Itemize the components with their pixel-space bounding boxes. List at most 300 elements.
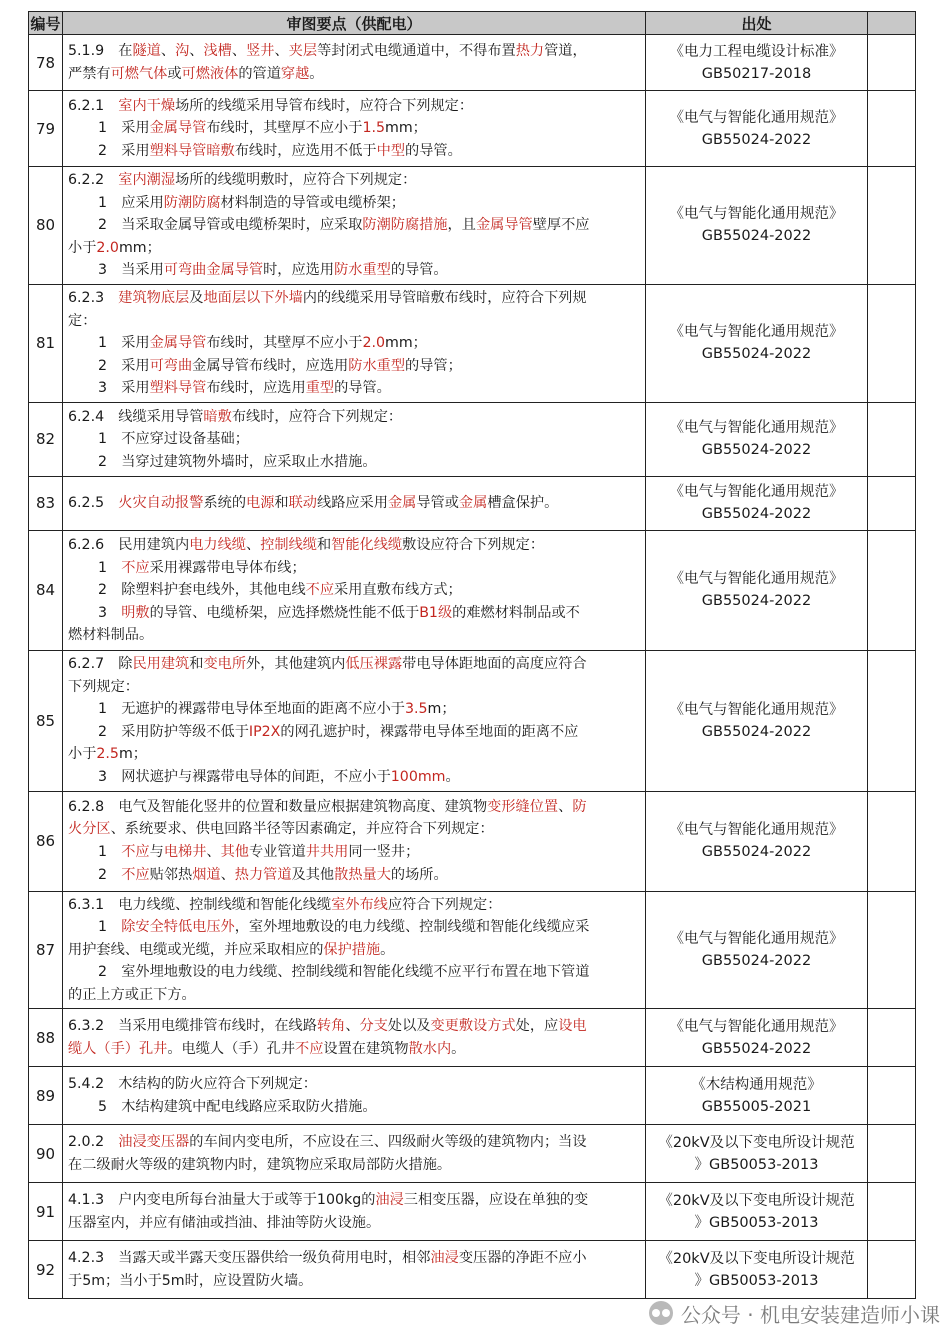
- table-row: [29, 1067, 916, 1125]
- body-text: 1 无遮护的裸露带电导体至地面的距离不应小于: [98, 701, 405, 718]
- row-number: 83: [29, 476, 63, 530]
- content-line: [68, 140, 642, 163]
- body-text: 壁厚不应: [532, 217, 590, 234]
- content-line: [68, 653, 642, 676]
- highlight-text: 室外布线: [331, 896, 388, 913]
- highlight-text: 室内潮湿: [118, 172, 176, 188]
- content-line: [68, 916, 642, 939]
- body-text: 布线时，应选用不低于: [234, 142, 377, 159]
- body-text: 的难燃材料制品或不: [452, 604, 580, 621]
- header-row: [29, 12, 916, 35]
- body-text: 专业管道: [248, 844, 306, 860]
- body-text: 外，其他建筑内: [246, 655, 346, 672]
- content-line: [68, 287, 642, 310]
- highlight-text: 金属导管: [149, 335, 207, 352]
- source-title: 《电气与智能化通用规范》: [669, 701, 844, 718]
- body-text: 和: [274, 495, 289, 512]
- table-row: [29, 891, 916, 1009]
- body-text: 。电缆人（手）孔井: [167, 1040, 296, 1057]
- row-blank-cell: [868, 1183, 916, 1241]
- row-blank-cell: [868, 167, 916, 285]
- row-source: [646, 1241, 868, 1299]
- content-line: [68, 63, 642, 86]
- content-line: [68, 1096, 642, 1119]
- row-blank-cell: [868, 284, 916, 402]
- table-row: [29, 530, 916, 650]
- body-text: mm；: [385, 335, 427, 352]
- table-row: [29, 167, 916, 285]
- body-text: 布线时，应符合下列规定：: [231, 408, 403, 425]
- source-title: 《电气与智能化通用规范》: [669, 420, 844, 437]
- highlight-text: 变形缝位置: [487, 798, 559, 815]
- content-line: [68, 492, 642, 515]
- content-line: [68, 766, 642, 789]
- content-line: [68, 894, 642, 917]
- highlight-text: 防潮防腐: [163, 194, 221, 211]
- highlight-text: B1级: [419, 604, 453, 621]
- highlight-text: 浅槽: [203, 42, 232, 59]
- body-text: 6.2.5: [68, 495, 119, 512]
- body-text: 槽盒保护。: [487, 495, 559, 512]
- body-text: 处，应: [515, 1018, 559, 1035]
- body-text: 和: [316, 536, 332, 553]
- table-row: [29, 791, 916, 891]
- wechat-icon: [649, 1301, 673, 1325]
- content-line: [68, 743, 642, 766]
- highlight-text: 热力管道: [234, 866, 292, 883]
- highlight-text: 2.0: [362, 335, 386, 352]
- body-text: 的正上方或正下方。: [68, 986, 196, 1003]
- highlight-text: 油浸: [430, 1250, 459, 1267]
- row-source: [646, 35, 868, 91]
- review-table: [28, 11, 916, 1299]
- row-source: [646, 530, 868, 650]
- row-number: 85: [29, 650, 63, 791]
- row-content: [63, 35, 646, 91]
- highlight-text: 穿越: [280, 65, 310, 82]
- body-text: 小于: [68, 239, 97, 256]
- source-code: 》GB50053-2013: [694, 1156, 819, 1173]
- content-line: [68, 579, 642, 602]
- body-text: 用护套线、电缆或光缆，并应采取相应的: [68, 941, 324, 958]
- highlight-text: 金属: [387, 495, 417, 512]
- content-line: [68, 214, 642, 237]
- highlight-text: 防潮防腐措施: [362, 217, 448, 234]
- body-text: 、: [206, 844, 221, 860]
- body-text: ，室外埋地敷设的电力线缆、控制线缆和智能化线缆应采: [234, 919, 590, 936]
- highlight-text: 塑料导管暗敷: [149, 142, 235, 159]
- body-text: 材料制造的导管或电缆桥架；: [220, 194, 405, 211]
- row-number: 89: [29, 1067, 63, 1125]
- source-code: GB55024-2022: [701, 952, 812, 969]
- body-text: 2: [98, 866, 122, 883]
- row-blank-cell: [868, 35, 916, 91]
- body-text: 、: [345, 1018, 360, 1035]
- content-line: [68, 451, 642, 474]
- body-text: 带电导体距地面的高度应符合: [402, 655, 587, 672]
- content-line: [68, 961, 642, 984]
- body-text: 管道，: [544, 42, 587, 59]
- content-line: [68, 1073, 642, 1096]
- source-code: 》GB50053-2013: [694, 1272, 819, 1289]
- body-text: 的导管。: [334, 380, 391, 397]
- highlight-text: 防水重型: [334, 262, 391, 279]
- highlight-text: 热力: [515, 42, 545, 59]
- table-row: [29, 284, 916, 402]
- row-number: 88: [29, 1009, 63, 1067]
- body-text: 1: [98, 559, 122, 576]
- row-source: [646, 167, 868, 285]
- row-blank-cell: [868, 1241, 916, 1299]
- content-line: [68, 1247, 642, 1270]
- table-row: [29, 476, 916, 530]
- body-text: 2 当穿过建筑物外墙时，应采取止水措施。: [98, 453, 377, 470]
- source-code: GB55024-2022: [701, 506, 812, 523]
- row-source: [646, 791, 868, 891]
- body-text: 、: [220, 866, 235, 883]
- highlight-text: 保护措施: [323, 941, 381, 958]
- highlight-text: 民用建筑: [132, 655, 190, 672]
- body-text: 变压器的净距不应小: [458, 1250, 587, 1267]
- row-number: 91: [29, 1183, 63, 1241]
- body-text: 的导管、电缆桥架，应选择燃烧性能不低于: [149, 604, 420, 621]
- header-content: 审图要点（供配电）: [63, 12, 646, 35]
- content-line: [68, 428, 642, 451]
- body-text: 6.2.1: [68, 97, 119, 114]
- row-number: 86: [29, 791, 63, 891]
- content-line: [68, 984, 642, 1007]
- content-line: [68, 377, 642, 400]
- content-line: [68, 1015, 642, 1038]
- table-row: [29, 402, 916, 476]
- body-text: 敷设应符合下列规定：: [402, 536, 545, 553]
- body-text: 的车间内变电所，不应设在三、四级耐火等级的建筑物内；当设: [189, 1134, 587, 1151]
- source-title: 《电气与智能化通用规范》: [669, 324, 844, 341]
- body-text: 。: [445, 768, 460, 785]
- highlight-text: 室内干燥: [118, 97, 176, 114]
- body-text: 1 应采用: [98, 194, 164, 211]
- content-line: [68, 557, 642, 580]
- content-line: [68, 1212, 642, 1235]
- row-source: [646, 1125, 868, 1183]
- table-row: [29, 650, 916, 791]
- content-line: [68, 796, 642, 819]
- body-text: 6.2.8 电气及智能化竖井的位置和数量应根据建筑物高度、建筑物: [68, 798, 488, 815]
- body-text: 。: [309, 65, 324, 82]
- body-text: 2 室外埋地敷设的电力线缆、控制线缆和智能化线缆不应平行布置在地下管道: [98, 964, 590, 981]
- row-content: [63, 1009, 646, 1067]
- body-text: 在二级耐火等级的建筑物内时，建筑物应采取局部防火措施。: [68, 1156, 452, 1173]
- highlight-text: 可燃气体: [110, 65, 168, 82]
- highlight-text: 塑料导管: [149, 380, 207, 397]
- source-title: 《电气与智能化通用规范》: [669, 930, 844, 947]
- body-text: 或: [167, 65, 182, 82]
- body-text: 6.2.3: [68, 289, 119, 306]
- content-line: [68, 939, 642, 962]
- row-blank-cell: [868, 650, 916, 791]
- source-code: GB55005-2021: [701, 1098, 812, 1115]
- body-text: 贴邻热: [149, 866, 193, 883]
- body-text: 6.2.7 除: [68, 655, 133, 672]
- highlight-text: 重型: [305, 380, 335, 397]
- source-code: GB55024-2022: [701, 1040, 812, 1057]
- body-text: 采用直敷布线方式；: [334, 582, 462, 599]
- highlight-text: 电梯井: [163, 844, 207, 860]
- highlight-text: 不应: [295, 1040, 324, 1057]
- highlight-text: 暗敷: [203, 408, 232, 425]
- highlight-text: 中型: [376, 142, 406, 159]
- row-blank-cell: [868, 476, 916, 530]
- source-title: 《电气与智能化通用规范》: [669, 109, 844, 126]
- content-line: [68, 332, 642, 355]
- table-row: [29, 1125, 916, 1183]
- body-text: 2 采用: [98, 142, 150, 159]
- content-line: [68, 192, 642, 215]
- body-text: 6.2.4 线缆采用导管: [68, 408, 204, 425]
- row-number: 92: [29, 1241, 63, 1299]
- highlight-text: 变电所: [203, 655, 247, 672]
- body-text: 5.1.9 在: [68, 42, 133, 59]
- content-line: [68, 1154, 642, 1177]
- body-text: 定：: [68, 312, 97, 329]
- body-text: 。: [380, 941, 395, 958]
- body-text: 等封闭式电缆通道中，不得布置: [317, 42, 516, 59]
- row-content: [63, 1125, 646, 1183]
- highlight-text: 明敷: [121, 604, 150, 621]
- body-text: 3 当采用: [98, 262, 164, 279]
- body-text: 2 当采取金属导管或电缆桥架时，应采取: [98, 217, 363, 234]
- body-text: 及: [189, 289, 204, 306]
- row-content: [63, 530, 646, 650]
- row-source: [646, 1009, 868, 1067]
- content-line: [68, 818, 642, 841]
- body-text: 时，应选用: [263, 262, 335, 279]
- table-row: [29, 1009, 916, 1067]
- source-code: GB55024-2022: [701, 131, 812, 148]
- body-text: 4.1.3 户内变电所每台油量大于或等于100kg的: [68, 1192, 376, 1209]
- body-text: m；: [118, 746, 147, 763]
- body-text: 布线时，其壁厚不应小于: [206, 120, 363, 137]
- content-line: [68, 698, 642, 721]
- table-row: [29, 91, 916, 167]
- row-content: [63, 791, 646, 891]
- body-text: 、系统要求、供电回路半径等因素确定，并应符合下列规定：: [110, 821, 494, 838]
- source-title: 《电气与智能化通用规范》: [669, 484, 844, 501]
- body-text: 的管道: [238, 65, 281, 82]
- row-number: 81: [29, 284, 63, 402]
- row-number: 82: [29, 402, 63, 476]
- source-code: GB55024-2022: [701, 228, 812, 245]
- content-line: [68, 864, 642, 887]
- body-text: 的导管；: [405, 357, 462, 374]
- row-blank-cell: [868, 1125, 916, 1183]
- row-content: [63, 284, 646, 402]
- highlight-text: 夹层: [288, 42, 318, 59]
- row-content: [63, 650, 646, 791]
- highlight-text: 除安全特低电压外: [121, 919, 235, 936]
- row-blank-cell: [868, 1067, 916, 1125]
- content-line: [68, 1270, 642, 1293]
- body-text: 和: [189, 655, 204, 672]
- highlight-text: 可弯曲金属导管: [163, 262, 264, 279]
- source-title: 《电气与智能化通用规范》: [669, 1018, 844, 1035]
- content-line: [68, 406, 642, 429]
- body-text: 2 采用: [98, 357, 150, 374]
- watermark: [649, 1300, 940, 1326]
- row-content: [63, 1183, 646, 1241]
- watermark-text: 公众号 · 机电安装建造师小课: [680, 1302, 940, 1327]
- body-text: 的网孔遮护时，裸露带电导体至地面的距离不应: [280, 723, 579, 740]
- body-text: 6.3.2 当采用电缆排管布线时，在线路: [68, 1018, 317, 1035]
- body-text: 设置在建筑物: [323, 1040, 409, 1057]
- body-text: 5 木结构建筑中配电线路应采取防火措施。: [98, 1098, 377, 1115]
- content-line: [68, 1038, 642, 1061]
- body-text: 、: [160, 42, 176, 59]
- highlight-text: 不应: [121, 559, 150, 576]
- body-text: 布线时，其壁厚不应小于: [206, 335, 363, 352]
- body-text: 6.2.2: [68, 172, 119, 188]
- source-title: 《电气与智能化通用规范》: [669, 822, 844, 838]
- body-text: 金属导管布线时，应选用: [192, 357, 349, 374]
- row-source: [646, 1183, 868, 1241]
- content-line: [68, 602, 642, 625]
- highlight-text: 金属导管: [149, 120, 207, 137]
- body-text: 于5m；当小于5m时，应设置防火墙。: [68, 1272, 313, 1289]
- row-content: [63, 891, 646, 1009]
- source-title: 《电气与智能化通用规范》: [669, 206, 844, 223]
- highlight-text: 不应: [121, 866, 150, 883]
- content-line: [68, 534, 642, 557]
- highlight-text: 不应: [121, 844, 150, 860]
- row-blank-cell: [868, 791, 916, 891]
- source-code: GB55024-2022: [701, 593, 812, 610]
- body-text: 及其他: [291, 866, 335, 883]
- body-text: 、: [558, 798, 573, 815]
- source-title: 《电气与智能化通用规范》: [669, 571, 844, 588]
- row-source: [646, 476, 868, 530]
- header-blank: [868, 12, 916, 35]
- content-line: [68, 841, 642, 864]
- body-text: 3 网状遮护与裸露带电导体的间距，不应小于: [98, 768, 391, 785]
- highlight-text: 隧道: [132, 42, 161, 59]
- highlight-text: 100mm: [390, 768, 446, 785]
- highlight-text: 设电: [558, 1018, 587, 1035]
- content-line: [68, 721, 642, 744]
- source-code: 》GB50053-2013: [694, 1214, 819, 1231]
- body-text: 线路应采用: [317, 495, 388, 512]
- body-text: m；: [427, 701, 456, 718]
- source-title: 《20kV及以下变电所设计规范: [658, 1250, 855, 1267]
- source-code: GB55024-2022: [701, 346, 812, 363]
- content-line: [68, 95, 642, 118]
- highlight-text: 其他: [220, 844, 249, 860]
- body-text: 应符合下列规定：: [387, 896, 502, 913]
- highlight-text: IP2X: [248, 723, 281, 740]
- highlight-text: 低压裸露: [345, 655, 403, 672]
- body-text: 的场所。: [390, 866, 448, 883]
- row-number: 78: [29, 35, 63, 91]
- content-line: [68, 169, 642, 192]
- body-text: 内的线缆采用导管暗敷布线时，应符合下列规: [302, 289, 587, 306]
- content-line: [68, 40, 642, 63]
- body-text: 压器室内，并应有储油或挡油、排油等防火设施。: [68, 1214, 381, 1231]
- body-text: mm；: [385, 120, 427, 137]
- highlight-text: 金属导管: [475, 217, 533, 234]
- row-source: [646, 650, 868, 791]
- body-text: 2 采用防护等级不低于: [98, 723, 249, 740]
- row-content: [63, 91, 646, 167]
- highlight-text: 井共用: [305, 844, 349, 860]
- highlight-text: 散水内: [408, 1040, 452, 1057]
- body-text: 、: [231, 42, 247, 59]
- row-blank-cell: [868, 1009, 916, 1067]
- content-line: [68, 1189, 642, 1212]
- body-text: 同一竖井；: [348, 844, 420, 860]
- highlight-text: 不应: [305, 582, 335, 599]
- highlight-text: 火灾自动报警: [118, 495, 204, 512]
- row-number: 80: [29, 167, 63, 285]
- body-text: 小于: [68, 746, 97, 763]
- content-line: [68, 1131, 642, 1154]
- highlight-text: 散热量大: [334, 866, 391, 883]
- body-text: 下列规定：: [68, 678, 139, 695]
- highlight-text: 联动: [288, 495, 317, 512]
- body-text: 。: [451, 1040, 466, 1057]
- highlight-text: 电力线缆: [189, 536, 246, 553]
- body-text: 2 除塑料护套电线外，其他电线: [98, 582, 306, 599]
- body-text: 1 采用: [98, 335, 150, 352]
- row-blank-cell: [868, 91, 916, 167]
- body-text: 与: [149, 844, 164, 860]
- content-line: [68, 237, 642, 260]
- body-text: ，且: [447, 217, 476, 234]
- highlight-text: 可弯曲: [149, 357, 193, 374]
- body-text: 1: [98, 919, 122, 936]
- body-text: 严禁有: [68, 65, 111, 82]
- row-source: [646, 402, 868, 476]
- row-content: [63, 1067, 646, 1125]
- body-text: 3: [98, 604, 122, 621]
- source-title: 《电力工程电缆设计标准》: [669, 43, 844, 60]
- body-text: 1 不应穿过设备基础；: [98, 431, 249, 448]
- row-blank-cell: [868, 891, 916, 1009]
- body-text: 2.0.2: [68, 1134, 119, 1151]
- row-source: [646, 91, 868, 167]
- body-text: 1: [98, 844, 122, 860]
- row-number: 90: [29, 1125, 63, 1183]
- row-content: [63, 402, 646, 476]
- highlight-text: 金属: [458, 495, 488, 512]
- source-code: GB50217-2018: [701, 65, 812, 82]
- highlight-text: 2.5: [96, 746, 119, 763]
- body-text: 、: [274, 42, 289, 59]
- body-text: 采用裸露带电导体布线；: [149, 559, 306, 576]
- table-row: [29, 1241, 916, 1299]
- highlight-text: 1.5: [362, 120, 386, 137]
- body-text: 3 采用: [98, 380, 150, 397]
- content-line: [68, 624, 642, 647]
- highlight-text: 建筑物底层: [118, 289, 190, 306]
- highlight-text: 沟: [175, 42, 190, 59]
- highlight-text: 转角: [316, 1018, 346, 1035]
- body-text: 燃材料制品。: [68, 627, 154, 644]
- content-line: [68, 310, 642, 333]
- highlight-text: 控制线缆: [260, 536, 317, 553]
- body-text: 6.3.1 电力线缆、控制线缆和智能化线缆: [68, 896, 332, 913]
- body-text: 场所的线缆明敷时，应符合下列规定：: [175, 172, 417, 188]
- source-code: GB55024-2022: [701, 442, 812, 459]
- row-number: 87: [29, 891, 63, 1009]
